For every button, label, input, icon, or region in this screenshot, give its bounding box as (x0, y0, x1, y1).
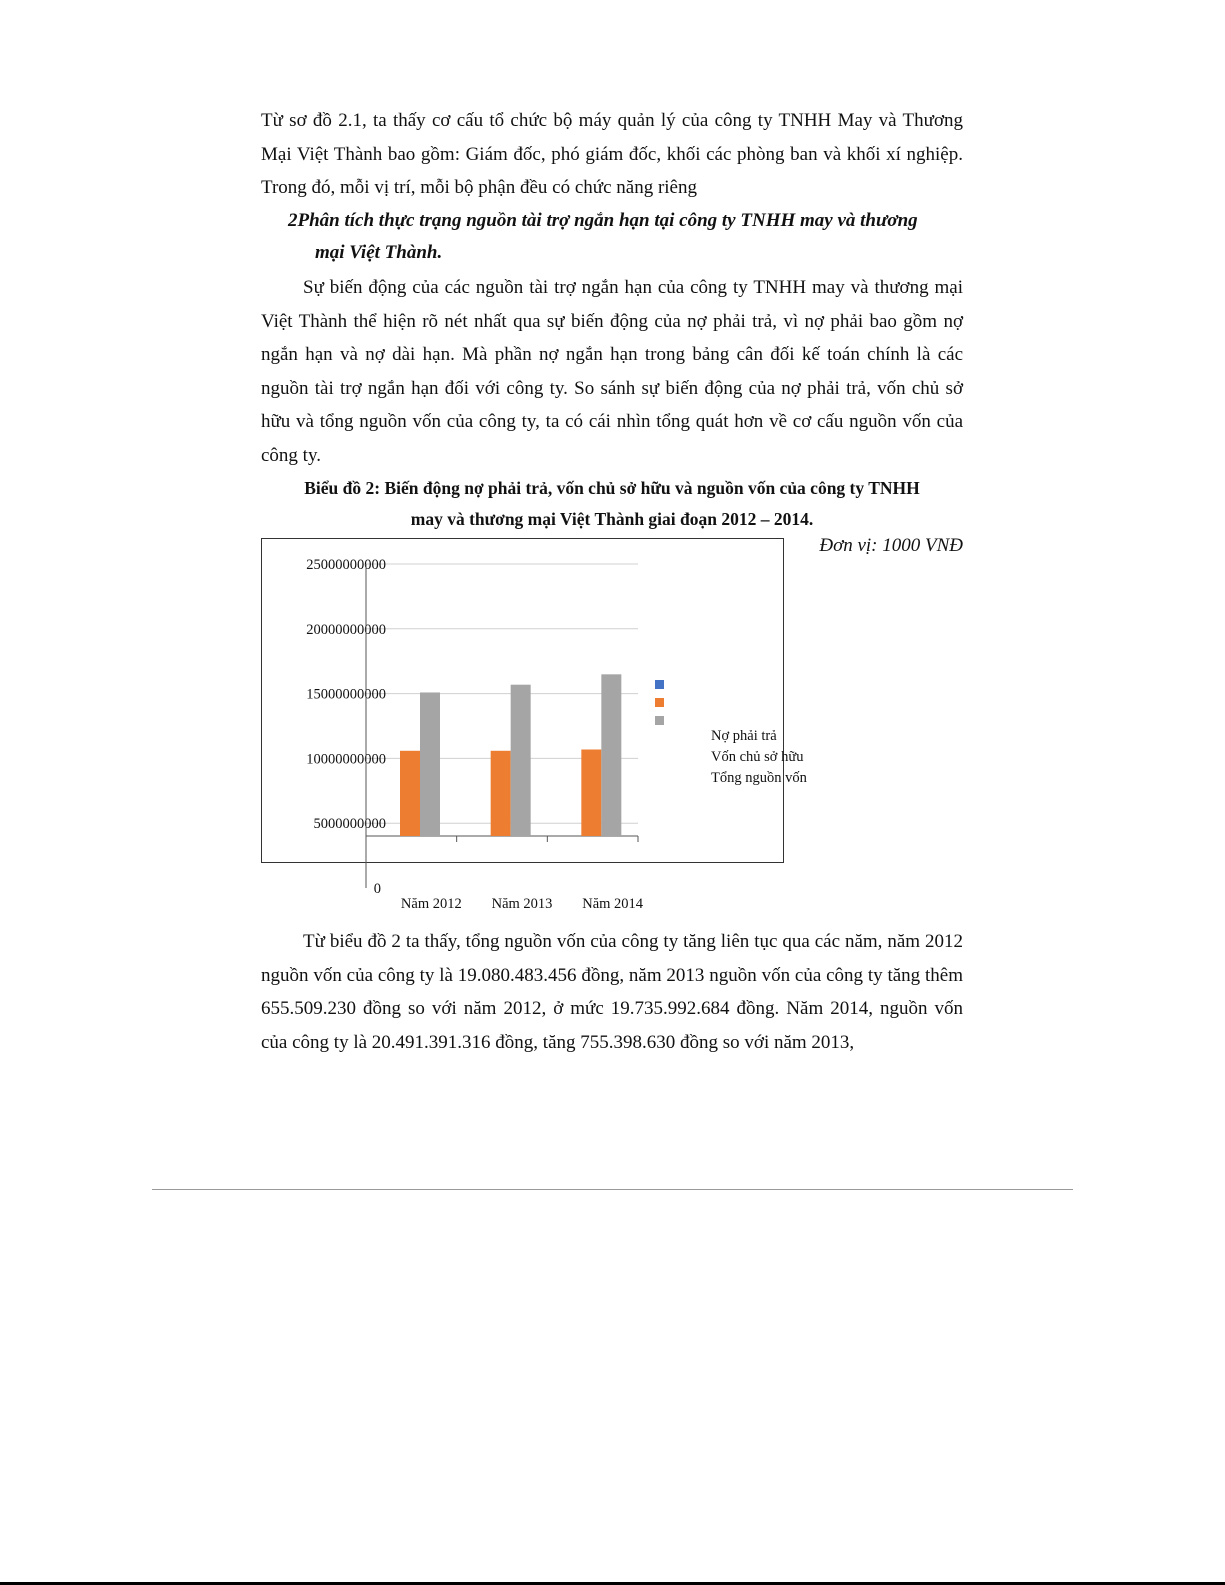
unit-label: Đơn vị: 1000 VNĐ (819, 535, 963, 556)
bar (581, 749, 601, 836)
bar (420, 692, 440, 836)
bar (601, 674, 621, 836)
legend-swatch (655, 698, 664, 707)
bar (511, 685, 531, 836)
legend-swatch (655, 716, 664, 725)
legend-swatch (655, 680, 664, 689)
x-tick-label: Năm 2012 (400, 896, 462, 912)
chart-caption-line-2: may và thương mại Việt Thành giai đoạn 2012 – 2014. (410, 509, 814, 529)
y-tick-label: 15000000000 (306, 686, 386, 703)
paragraph-intro: Từ sơ đồ 2.1, ta thấy cơ cấu tổ chức bộ máy quản lý của công ty TNHH May và Thương Mại Việt Thành bao gồm: Giám đốc, phó giám đốc, khối các phòng ban và khối xí nghiệp. Trong đó, mỗi vị trí, mỗi bộ phận đều có chức năng riêng (261, 110, 963, 198)
legend-label: Nợ phải trả (711, 728, 777, 744)
legend-label: Vốn chủ sở hữu (711, 749, 804, 765)
y-tick-label: 0 (373, 881, 381, 897)
x-tick-label: Năm 2014 (582, 896, 644, 912)
section-heading-line-1: 2Phân tích thực trạng nguồn tài trợ ngắn hạn tại công ty TNHH may và thương (288, 210, 918, 231)
bar (400, 751, 420, 836)
paragraph-conclusion: Từ biểu đồ 2 ta thấy, tổng nguồn vốn của công ty tăng liên tục qua các năm, năm 2012 nguồn vốn của công ty là 19.080.483.456 đồng, năm 2013 nguồn vốn của công ty tăng thêm 655.509.230 đồng so với năm 2012, ở mức 19.735.992.684 đồng. Năm 2014, nguồn vốn của công ty là 20.491.391.316 đồng, tăng 755.398.630 đồng so với năm 2013, (261, 931, 963, 1053)
legend-label: Tổng nguồn vốn (711, 770, 807, 786)
page-divider (152, 1189, 1073, 1190)
y-tick-label: 5000000000 (313, 816, 386, 833)
chart-caption-line-1: Biểu đồ 2: Biến động nợ phải trả, vốn chủ sở hữu và nguồn vốn của công ty TNHH (304, 478, 920, 498)
y-tick-label: 25000000000 (306, 557, 386, 573)
bar (491, 751, 511, 836)
paragraph-analysis: Sự biến động của các nguồn tài trợ ngắn hạn của công ty TNHH may và thương mại Việt Thành thể hiện rõ nét nhất qua sự biến động của nợ phải trả, vì nợ phải bao gồm nợ ngắn hạn và nợ dài hạn. Mà phần nợ ngắn hạn trong bảng cân đối kế toán chính là các nguồn tài trợ ngắn hạn đối với công ty. So sánh sự biến động của nợ phải trả, vốn chủ sở hữu và tổng nguồn vốn của công ty, ta có cái nhìn tổng quát hơn về cơ cấu nguồn vốn của công ty. (261, 277, 963, 466)
y-tick-label: 20000000000 (306, 621, 386, 638)
x-tick-label: Năm 2013 (491, 896, 553, 912)
y-tick-label: 10000000000 (306, 751, 386, 768)
section-heading-line-2: mại Việt Thành. (315, 242, 443, 263)
